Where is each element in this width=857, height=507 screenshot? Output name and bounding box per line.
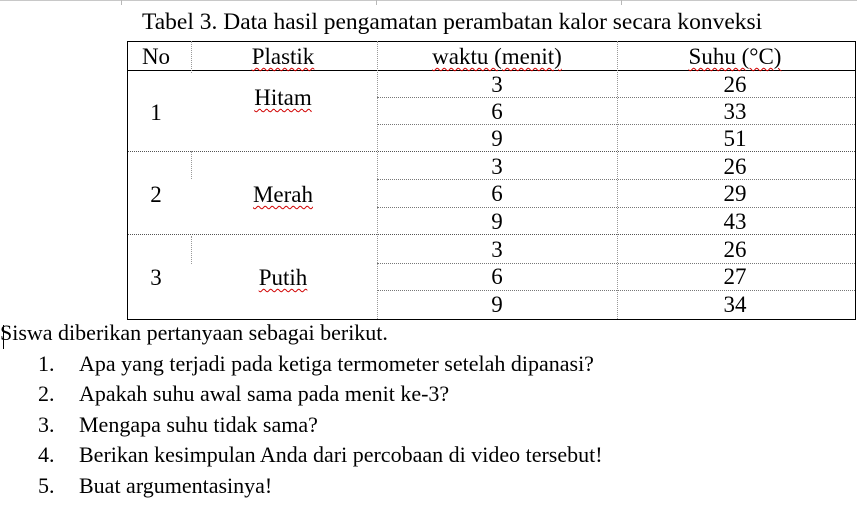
ruler-tick: [621, 0, 622, 5]
waktu-cell: 6: [491, 264, 503, 289]
question-text: Apa yang terjadi pada ketiga termometer setelah dipanasi?: [79, 350, 594, 376]
waktu-cell: 9: [491, 209, 503, 234]
suhu-cell: 43: [723, 209, 747, 234]
row-divider: [377, 97, 855, 98]
row-divider: [377, 124, 855, 125]
col-sep: [191, 236, 192, 264]
col-sep: [191, 151, 192, 179]
table-caption: Tabel 3. Data hasil pengamatan perambatan kalor secara konveksi: [142, 9, 763, 35]
group-no: 2: [150, 182, 162, 207]
ruler-tick: [121, 0, 122, 5]
question-number: 1.: [38, 350, 55, 376]
suhu-cell: 34: [723, 292, 747, 317]
waktu-cell: 3: [491, 154, 503, 179]
suhu-cell: 29: [723, 181, 747, 206]
question-text: Apakah suhu awal sama pada menit ke-3?: [79, 381, 450, 406]
header-plastik: Plastik: [251, 44, 315, 69]
waktu-cell: 6: [491, 181, 503, 206]
group-divider: [128, 151, 855, 152]
row-divider: [377, 263, 855, 264]
question-text: Buat argumentasinya!: [79, 472, 273, 498]
col-sep: [617, 41, 618, 319]
row-divider: [377, 290, 855, 291]
question-number: 5.: [38, 472, 55, 498]
waktu-cell: 6: [491, 99, 503, 124]
suhu-cell: 27: [723, 264, 747, 289]
question-text: Mengapa suhu tidak sama?: [79, 411, 318, 437]
waktu-cell: 3: [491, 72, 503, 97]
col-sep: [191, 41, 192, 73]
suhu-cell: 26: [723, 237, 747, 262]
data-table: [127, 41, 856, 320]
waktu-cell: 9: [491, 126, 503, 151]
questions-intro: Siswa diberikan pertanyaan sebagai berikut.: [0, 320, 388, 345]
question-text: Berikan kesimpulan Anda dari percobaan di video tersebut!: [79, 442, 603, 467]
ruler-tick: [376, 0, 377, 5]
suhu-cell: 51: [723, 126, 747, 151]
group-no: 1: [150, 100, 162, 125]
question-number: 2.: [38, 381, 55, 406]
group-plastik: Putih: [258, 265, 308, 290]
row-divider: [377, 207, 855, 208]
waktu-cell: 9: [491, 292, 503, 317]
question-number: 4.: [38, 442, 55, 467]
header-waktu: waktu (menit): [432, 44, 562, 69]
table-top-border: [128, 41, 855, 42]
row-divider: [377, 179, 855, 180]
group-plastik: Merah: [252, 182, 314, 207]
header-suhu: Suhu (°C): [688, 44, 782, 69]
group-no: 3: [150, 265, 162, 290]
group-plastik: Hitam: [254, 85, 312, 110]
suhu-cell: 26: [723, 154, 747, 179]
header-no: No: [141, 44, 171, 69]
question-number: 3.: [38, 411, 55, 437]
top-rule: [0, 0, 857, 1]
suhu-cell: 33: [723, 99, 747, 124]
waktu-cell: 3: [491, 237, 503, 262]
col-sep: [377, 41, 378, 319]
group-divider: [128, 234, 855, 235]
suhu-cell: 26: [723, 72, 747, 97]
